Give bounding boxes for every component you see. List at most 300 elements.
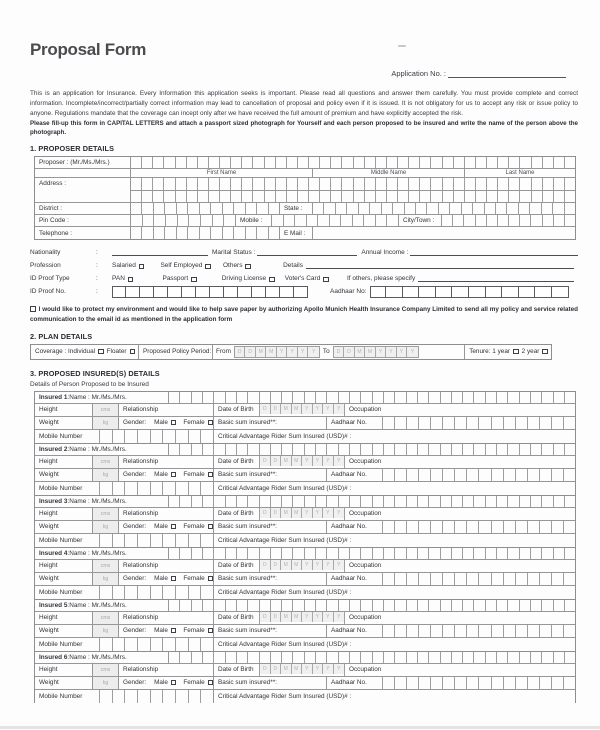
char-box[interactable] [214, 496, 225, 507]
date-char-box[interactable]: Y [277, 347, 288, 357]
char-box[interactable] [237, 444, 248, 455]
char-box[interactable] [257, 203, 268, 214]
char-box[interactable] [176, 430, 189, 443]
char-box[interactable] [214, 548, 225, 559]
mobile-number-boxes[interactable] [87, 586, 213, 599]
char-box[interactable] [131, 191, 142, 203]
char-box[interactable] [324, 203, 335, 214]
char-box[interactable] [564, 573, 575, 585]
char-box[interactable] [443, 677, 455, 689]
char-box[interactable] [339, 444, 350, 455]
char-box[interactable] [138, 534, 151, 547]
char-box[interactable] [463, 548, 474, 559]
date-char-box[interactable]: M [281, 404, 292, 414]
char-box[interactable] [125, 690, 138, 703]
char-box[interactable] [213, 215, 225, 226]
char-box[interactable] [492, 573, 504, 585]
char-box[interactable] [163, 534, 176, 547]
date-char-box[interactable]: Y [287, 347, 298, 357]
date-char-box[interactable]: M [281, 456, 292, 466]
char-box[interactable] [342, 191, 353, 203]
char-box[interactable] [293, 600, 304, 611]
dob-boxes[interactable] [259, 664, 345, 676]
char-box[interactable] [439, 203, 450, 214]
char-box[interactable] [365, 157, 376, 168]
char-box[interactable] [176, 534, 189, 547]
char-box[interactable] [187, 178, 198, 190]
date-char-box[interactable]: Y [313, 404, 324, 414]
char-box[interactable] [531, 548, 542, 559]
char-box[interactable] [520, 178, 531, 190]
char-box[interactable] [309, 191, 320, 203]
char-box[interactable] [452, 548, 463, 559]
char-box[interactable] [463, 392, 474, 403]
char-box[interactable] [226, 444, 237, 455]
char-box[interactable] [365, 178, 376, 190]
char-box[interactable] [552, 625, 564, 637]
char-box[interactable] [220, 178, 231, 190]
char-box[interactable] [293, 652, 304, 663]
male-checkbox[interactable] [171, 628, 176, 634]
salaried-checkbox[interactable] [139, 264, 145, 270]
char-box[interactable] [305, 392, 316, 403]
char-box[interactable] [163, 690, 176, 703]
insured-aadhaar-boxes[interactable] [371, 625, 575, 637]
char-box[interactable] [407, 469, 419, 481]
char-box[interactable] [452, 652, 463, 663]
char-box[interactable] [361, 392, 372, 403]
char-box[interactable] [516, 573, 528, 585]
char-box[interactable] [386, 286, 403, 298]
date-char-box[interactable]: Y [302, 456, 313, 466]
char-box[interactable] [520, 496, 531, 507]
char-box[interactable] [419, 286, 436, 298]
char-box[interactable] [248, 444, 259, 455]
char-box[interactable] [176, 586, 189, 599]
char-box[interactable] [371, 677, 383, 689]
dob-boxes[interactable] [259, 560, 345, 572]
char-box[interactable] [565, 548, 575, 559]
char-box[interactable] [418, 444, 429, 455]
char-box[interactable] [253, 157, 264, 168]
insured-name-boxes[interactable] [169, 496, 575, 507]
char-box[interactable] [479, 625, 491, 637]
char-box[interactable] [316, 496, 327, 507]
date-char-box[interactable]: M [281, 664, 292, 674]
char-box[interactable] [540, 417, 552, 429]
char-box[interactable] [497, 496, 508, 507]
char-box[interactable] [565, 178, 575, 190]
char-box[interactable] [407, 625, 419, 637]
char-box[interactable] [409, 191, 420, 203]
char-box[interactable] [253, 191, 264, 203]
char-box[interactable] [441, 444, 452, 455]
char-box[interactable] [370, 203, 381, 214]
char-box[interactable] [535, 286, 552, 298]
char-box[interactable] [496, 203, 507, 214]
char-box[interactable] [354, 157, 365, 168]
if-others-line[interactable] [418, 275, 574, 282]
char-box[interactable] [565, 600, 575, 611]
char-box[interactable] [528, 417, 540, 429]
char-box[interactable] [498, 215, 509, 226]
char-box[interactable] [476, 178, 487, 190]
char-box[interactable] [565, 157, 575, 168]
char-box[interactable] [331, 157, 342, 168]
char-box[interactable] [431, 178, 442, 190]
char-box[interactable] [419, 417, 431, 429]
date-char-box[interactable]: M [292, 612, 303, 622]
char-box[interactable] [407, 417, 419, 429]
char-box[interactable] [163, 430, 176, 443]
char-box[interactable] [420, 157, 431, 168]
char-box[interactable] [361, 496, 372, 507]
char-box[interactable] [257, 227, 268, 239]
char-box[interactable] [320, 191, 331, 203]
date-char-box[interactable]: Y [313, 664, 324, 674]
mobile-number-boxes[interactable] [87, 534, 213, 547]
char-box[interactable] [373, 652, 384, 663]
char-box[interactable] [532, 178, 543, 190]
date-char-box[interactable]: D [260, 404, 271, 414]
char-box[interactable] [140, 286, 154, 298]
male-checkbox[interactable] [171, 524, 176, 530]
char-box[interactable] [327, 652, 338, 663]
char-box[interactable] [200, 227, 211, 239]
char-box[interactable] [180, 444, 191, 455]
char-box[interactable] [418, 600, 429, 611]
char-box[interactable] [138, 586, 151, 599]
char-box[interactable] [327, 548, 338, 559]
char-box[interactable] [454, 191, 465, 203]
char-box[interactable] [339, 392, 350, 403]
char-box[interactable] [271, 548, 282, 559]
char-box[interactable] [192, 548, 203, 559]
char-box[interactable] [260, 444, 271, 455]
char-box[interactable] [176, 178, 187, 190]
char-box[interactable] [176, 482, 189, 495]
char-box[interactable] [209, 157, 220, 168]
char-box[interactable] [420, 191, 431, 203]
date-char-box[interactable]: Y [334, 508, 345, 518]
char-box[interactable] [528, 677, 540, 689]
char-box[interactable] [553, 203, 564, 214]
char-box[interactable] [453, 215, 464, 226]
char-box[interactable] [125, 638, 138, 651]
char-box[interactable] [100, 534, 113, 547]
email-field[interactable] [313, 227, 575, 239]
char-box[interactable] [454, 178, 465, 190]
char-box[interactable] [265, 178, 276, 190]
char-box[interactable] [497, 600, 508, 611]
char-box[interactable] [487, 178, 498, 190]
char-box[interactable] [176, 690, 189, 703]
char-box[interactable] [203, 652, 214, 663]
char-box[interactable] [339, 600, 350, 611]
char-box[interactable] [280, 286, 294, 298]
date-char-box[interactable]: Y [302, 560, 313, 570]
char-box[interactable] [151, 690, 164, 703]
char-box[interactable] [234, 203, 245, 214]
char-box[interactable] [169, 392, 180, 403]
char-box[interactable] [237, 548, 248, 559]
char-box[interactable] [163, 482, 176, 495]
char-box[interactable] [298, 157, 309, 168]
char-box[interactable] [509, 215, 520, 226]
female-checkbox[interactable] [208, 472, 213, 478]
char-box[interactable] [418, 652, 429, 663]
char-box[interactable] [320, 157, 331, 168]
char-box[interactable] [407, 521, 419, 533]
char-box[interactable] [479, 469, 491, 481]
insured-aadhaar-boxes[interactable] [371, 677, 575, 689]
char-box[interactable] [189, 638, 202, 651]
char-box[interactable] [293, 444, 304, 455]
char-box[interactable] [365, 191, 376, 203]
char-box[interactable] [138, 430, 151, 443]
char-box[interactable] [189, 690, 202, 703]
char-box[interactable] [383, 521, 395, 533]
char-box[interactable] [269, 227, 279, 239]
char-box[interactable] [376, 178, 387, 190]
date-char-box[interactable]: Y [334, 664, 345, 674]
char-box[interactable] [564, 469, 575, 481]
char-box[interactable] [361, 600, 372, 611]
female-checkbox[interactable] [208, 420, 213, 426]
address-line1-boxes[interactable] [131, 178, 575, 190]
date-char-box[interactable]: Y [313, 508, 324, 518]
char-box[interactable] [189, 215, 201, 226]
char-box[interactable] [492, 677, 504, 689]
char-box[interactable] [431, 157, 442, 168]
char-box[interactable] [407, 444, 418, 455]
pincode-boxes[interactable] [131, 215, 235, 226]
char-box[interactable] [196, 286, 210, 298]
char-box[interactable] [169, 600, 180, 611]
char-box[interactable] [231, 178, 242, 190]
char-box[interactable] [260, 600, 271, 611]
char-box[interactable] [383, 469, 395, 481]
char-box[interactable] [431, 191, 442, 203]
char-box[interactable] [237, 600, 248, 611]
char-box[interactable] [177, 203, 188, 214]
char-box[interactable] [298, 191, 309, 203]
char-box[interactable] [564, 625, 575, 637]
char-box[interactable] [509, 191, 520, 203]
char-box[interactable] [87, 690, 100, 703]
char-box[interactable] [429, 444, 440, 455]
char-box[interactable] [371, 625, 383, 637]
voters-card-checkbox[interactable] [323, 277, 329, 283]
citytown-boxes[interactable] [442, 215, 575, 226]
char-box[interactable] [282, 548, 293, 559]
nationality-line[interactable] [112, 249, 208, 256]
char-box[interactable] [182, 286, 196, 298]
char-box[interactable] [479, 573, 491, 585]
char-box[interactable] [516, 417, 528, 429]
char-box[interactable] [209, 191, 220, 203]
char-box[interactable] [469, 286, 486, 298]
char-box[interactable] [407, 573, 419, 585]
dob-boxes[interactable] [259, 456, 345, 468]
char-box[interactable] [246, 227, 257, 239]
char-box[interactable] [309, 157, 320, 168]
char-box[interactable] [516, 625, 528, 637]
char-box[interactable] [554, 215, 565, 226]
date-char-box[interactable]: D [235, 347, 246, 357]
char-box[interactable] [223, 203, 234, 214]
char-box[interactable] [87, 638, 100, 651]
char-box[interactable] [509, 157, 520, 168]
char-box[interactable] [359, 203, 370, 214]
char-box[interactable] [154, 286, 168, 298]
char-box[interactable] [237, 652, 248, 663]
char-box[interactable] [542, 600, 553, 611]
char-box[interactable] [463, 444, 474, 455]
char-box[interactable] [530, 203, 541, 214]
date-char-box[interactable]: D [260, 456, 271, 466]
char-box[interactable] [350, 652, 361, 663]
char-box[interactable] [419, 625, 431, 637]
char-box[interactable] [350, 444, 361, 455]
date-char-box[interactable]: D [260, 612, 271, 622]
date-char-box[interactable]: M [292, 404, 303, 414]
date-char-box[interactable]: Y [334, 456, 345, 466]
char-box[interactable] [361, 652, 372, 663]
char-box[interactable] [201, 638, 213, 651]
char-box[interactable] [163, 638, 176, 651]
char-box[interactable] [353, 215, 365, 226]
char-box[interactable] [248, 392, 259, 403]
char-box[interactable] [465, 157, 476, 168]
char-box[interactable] [287, 191, 298, 203]
char-box[interactable] [295, 215, 307, 226]
mobile-boxes[interactable] [272, 215, 398, 226]
char-box[interactable] [342, 178, 353, 190]
char-box[interactable] [520, 392, 531, 403]
date-char-box[interactable]: D [260, 560, 271, 570]
char-box[interactable] [441, 600, 452, 611]
char-box[interactable] [520, 444, 531, 455]
char-box[interactable] [393, 203, 404, 214]
char-box[interactable] [192, 600, 203, 611]
driving-license-checkbox[interactable] [269, 277, 275, 283]
char-box[interactable] [341, 215, 353, 226]
char-box[interactable] [252, 286, 266, 298]
char-box[interactable] [403, 286, 420, 298]
date-char-box[interactable]: M [292, 560, 303, 570]
char-box[interactable] [443, 469, 455, 481]
char-box[interactable] [398, 191, 409, 203]
char-box[interactable] [419, 521, 431, 533]
char-box[interactable] [87, 534, 100, 547]
char-box[interactable] [508, 496, 519, 507]
char-box[interactable] [436, 286, 453, 298]
date-char-box[interactable]: Y [323, 664, 334, 674]
char-box[interactable] [163, 586, 176, 599]
char-box[interactable] [552, 286, 569, 298]
dob-boxes[interactable] [259, 404, 345, 416]
char-box[interactable] [516, 677, 528, 689]
char-box[interactable] [564, 677, 575, 689]
char-box[interactable] [552, 417, 564, 429]
to-date-boxes[interactable] [333, 346, 419, 358]
char-box[interactable] [486, 444, 497, 455]
char-box[interactable] [339, 496, 350, 507]
char-box[interactable] [474, 548, 485, 559]
char-box[interactable] [131, 157, 142, 168]
insured-aadhaar-boxes[interactable] [371, 573, 575, 585]
char-box[interactable] [383, 417, 395, 429]
char-box[interactable] [371, 573, 383, 585]
char-box[interactable] [177, 227, 188, 239]
char-box[interactable] [282, 496, 293, 507]
male-checkbox[interactable] [171, 680, 176, 686]
char-box[interactable] [242, 191, 253, 203]
char-box[interactable] [564, 521, 575, 533]
char-box[interactable] [327, 496, 338, 507]
tenure-1yr-checkbox[interactable] [513, 349, 519, 355]
char-box[interactable] [350, 600, 361, 611]
char-box[interactable] [492, 469, 504, 481]
char-box[interactable] [327, 392, 338, 403]
char-box[interactable] [87, 482, 100, 495]
date-char-box[interactable]: Y [302, 612, 313, 622]
char-box[interactable] [354, 178, 365, 190]
char-box[interactable] [507, 203, 518, 214]
date-char-box[interactable]: D [344, 347, 355, 357]
char-box[interactable] [151, 638, 164, 651]
char-box[interactable] [384, 392, 395, 403]
individual-checkbox[interactable] [98, 349, 104, 355]
char-box[interactable] [287, 157, 298, 168]
char-box[interactable] [192, 392, 203, 403]
char-box[interactable] [409, 157, 420, 168]
char-box[interactable] [282, 600, 293, 611]
char-box[interactable] [565, 444, 575, 455]
char-box[interactable] [519, 286, 536, 298]
char-box[interactable] [520, 652, 531, 663]
char-box[interactable] [509, 178, 520, 190]
char-box[interactable] [540, 625, 552, 637]
char-box[interactable] [165, 203, 176, 214]
char-box[interactable] [398, 178, 409, 190]
char-box[interactable] [200, 203, 211, 214]
char-box[interactable] [371, 469, 383, 481]
char-box[interactable] [231, 191, 242, 203]
char-box[interactable] [223, 227, 234, 239]
char-box[interactable] [189, 534, 202, 547]
char-box[interactable] [100, 690, 113, 703]
char-box[interactable] [532, 157, 543, 168]
char-box[interactable] [554, 191, 565, 203]
char-box[interactable] [405, 203, 416, 214]
char-box[interactable] [226, 652, 237, 663]
char-box[interactable] [543, 215, 554, 226]
date-char-box[interactable]: D [271, 560, 282, 570]
char-box[interactable] [431, 625, 443, 637]
date-char-box[interactable]: D [271, 508, 282, 518]
char-box[interactable] [361, 444, 372, 455]
char-box[interactable] [532, 191, 543, 203]
char-box[interactable] [431, 469, 443, 481]
char-box[interactable] [211, 203, 222, 214]
char-box[interactable] [565, 215, 575, 226]
date-char-box[interactable]: Y [323, 404, 334, 414]
mobile-number-boxes[interactable] [87, 430, 213, 443]
char-box[interactable] [508, 444, 519, 455]
char-box[interactable] [371, 521, 383, 533]
